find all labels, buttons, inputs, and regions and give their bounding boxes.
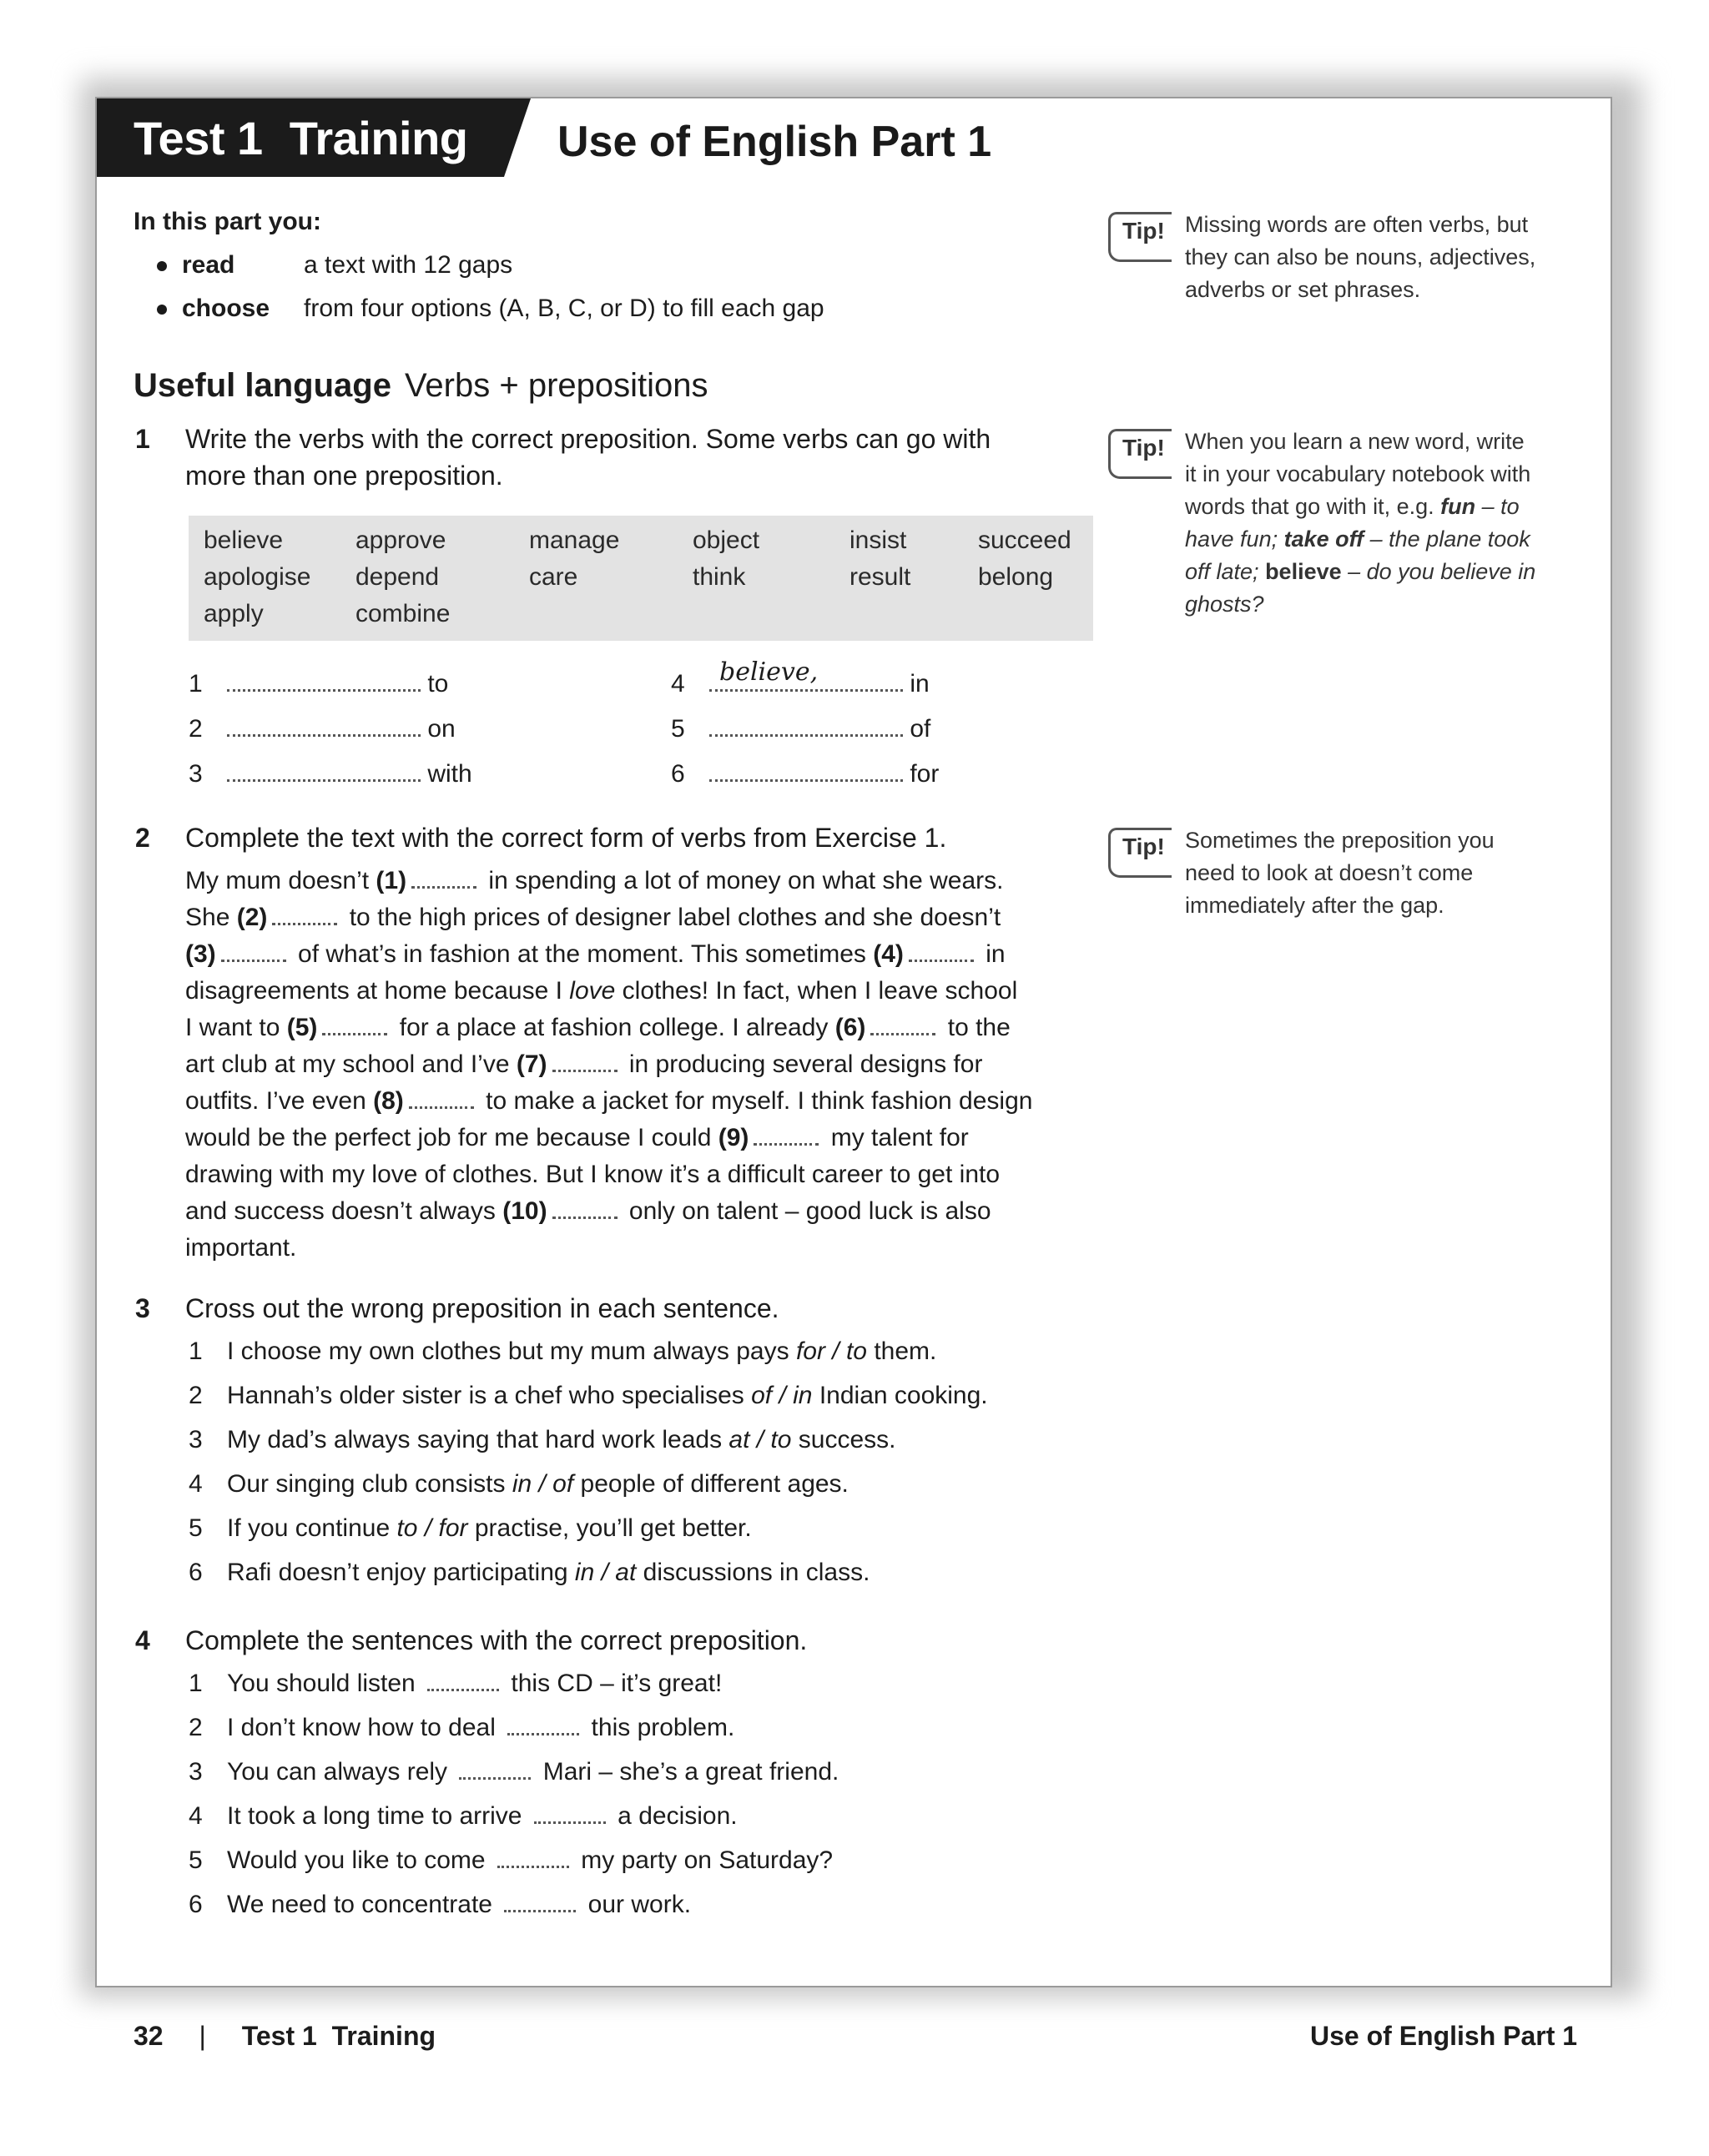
text-run: for a place at fashion college. I already	[392, 1014, 835, 1041]
text-run: Mari – she’s a great friend.	[536, 1758, 839, 1786]
text-run: my talent for	[824, 1124, 969, 1151]
item-number: 4	[671, 670, 685, 698]
word-box-word: care	[529, 563, 578, 591]
exercise-2-number: 2	[135, 823, 150, 853]
preposition-label: with	[427, 760, 472, 788]
answer-blank[interactable]	[709, 756, 903, 782]
text-run: to the high prices of designer label clothes and she doesn’t	[342, 904, 1001, 931]
text-run: – do you believe in	[1341, 559, 1536, 584]
preposition-label: for	[910, 760, 940, 788]
item-number: 2	[189, 1382, 203, 1409]
text-gap[interactable]	[754, 1123, 819, 1146]
preposition-label: on	[427, 715, 456, 743]
text-run: people of different ages.	[573, 1470, 849, 1498]
answer-blank[interactable]	[497, 1846, 569, 1868]
text-run: art club at my school and I’ve	[185, 1050, 517, 1078]
text-run: Indian cooking.	[812, 1382, 988, 1409]
item-number: 2	[189, 715, 203, 743]
word-box	[189, 516, 1093, 641]
tip-keyword: believe	[1265, 559, 1342, 584]
text-gap[interactable]	[909, 939, 974, 962]
item-number: 6	[671, 760, 685, 788]
footer-section-label: Test 1 Training	[241, 2021, 436, 2051]
text-run: off late;	[1185, 559, 1266, 584]
answer-blank[interactable]	[227, 756, 421, 782]
text-run: a decision.	[610, 1802, 738, 1830]
text-run: of what’s in fashion at the moment. This sometimes	[290, 940, 874, 968]
answer-blank[interactable]	[534, 1801, 606, 1824]
tip-line	[1185, 556, 1585, 588]
gap-number: (5)	[286, 1014, 318, 1041]
ex3-sentence	[189, 1379, 988, 1413]
text-gap[interactable]	[552, 1050, 618, 1072]
preposition-options[interactable]: in / of	[512, 1470, 574, 1498]
text-gap[interactable]	[552, 1196, 618, 1219]
ex4-sentence	[189, 1667, 722, 1700]
word-box-word: apologise	[204, 563, 311, 591]
tip-line: Missing words are often verbs, but	[1185, 212, 1529, 237]
tip-line: it in your vocabulary notebook with	[1185, 461, 1531, 486]
text-line	[185, 1046, 1103, 1083]
item-number: 3	[189, 1426, 203, 1453]
gap-number: (3)	[185, 940, 216, 968]
tip-line: need to look at doesn’t come	[1185, 860, 1474, 885]
useful-language-heading	[134, 364, 708, 407]
ex3-sentence	[189, 1423, 896, 1457]
text-run: to the	[940, 1014, 1011, 1041]
tip-keyword: take off	[1283, 526, 1364, 552]
gap-number: (8)	[373, 1087, 404, 1115]
preposition-options[interactable]: at / to	[728, 1426, 792, 1453]
item-number: 1	[189, 1337, 203, 1365]
word-box-word: succeed	[978, 526, 1071, 554]
text-run: have fun;	[1185, 526, 1284, 552]
text-run: My mum doesn’t	[185, 867, 376, 894]
tip-line: Sometimes the preposition you	[1185, 828, 1495, 853]
item-number: 1	[189, 1670, 203, 1697]
answer-blank[interactable]	[427, 1669, 499, 1691]
exercise-3-instruction: Cross out the wrong preposition in each sentence.	[185, 1293, 779, 1323]
text-run: Rafi doesn’t enjoy participating	[227, 1559, 575, 1586]
preposition-label: to	[427, 670, 449, 698]
text-line	[185, 1230, 1103, 1267]
intro-item-choose	[157, 292, 824, 325]
tip-line: they can also be nouns, adjectives,	[1185, 244, 1536, 270]
text-run: Would you like to come	[227, 1846, 492, 1874]
ex4-sentence	[189, 1711, 734, 1745]
exercise-2-instruction: Complete the text with the correct form of verbs from Exercise 1.	[185, 823, 947, 853]
ex1-answer-row	[189, 711, 456, 746]
bullet-icon	[157, 261, 167, 271]
text-run: I don’t know how to deal	[227, 1714, 503, 1741]
text-run: If you continue	[227, 1514, 397, 1542]
handwritten-answer: believe,	[719, 657, 819, 687]
exercise-2-text	[185, 863, 1103, 1267]
text-run: in	[978, 940, 1006, 968]
text-run: success.	[791, 1426, 896, 1453]
tip-line	[1185, 588, 1585, 621]
text-run: in spending a lot of money on what she wears.	[481, 867, 1004, 894]
text-line	[185, 1010, 1103, 1046]
preposition-options[interactable]: to / for	[396, 1514, 468, 1542]
answer-blank[interactable]	[227, 711, 421, 737]
ex1-answer-row	[671, 756, 939, 791]
item-number: 5	[189, 1514, 203, 1542]
text-run: to make a jacket for myself. I think fashion design	[478, 1087, 1033, 1115]
exercise-1-instruction-line: Write the verbs with the correct preposition. Some verbs can go with	[185, 424, 991, 454]
text-run: I want to	[185, 1014, 287, 1041]
text-run: You should listen	[227, 1670, 423, 1697]
text-run: Our singing club consists	[227, 1470, 512, 1498]
item-number: 4	[189, 1802, 203, 1830]
answer-blank[interactable]	[507, 1713, 579, 1735]
exercise-1-number: 1	[135, 424, 150, 454]
text-run: only on talent – good luck is also	[622, 1197, 991, 1225]
word-box-word: manage	[529, 526, 620, 554]
tip-keyword: fun	[1440, 494, 1476, 519]
text-line	[185, 936, 1103, 973]
exercise-3-number: 3	[135, 1293, 150, 1323]
intro-item-read	[157, 249, 512, 282]
text-run: Hannah’s older sister is a chef who specialises	[227, 1382, 752, 1409]
gap-number: (1)	[376, 867, 407, 894]
tip-text	[1185, 824, 1585, 922]
ex3-sentence	[189, 1468, 849, 1501]
tip-badge: Tip!	[1108, 828, 1172, 866]
item-number: 2	[189, 1714, 203, 1741]
word-box-word: insist	[849, 526, 907, 554]
text-gap[interactable]	[221, 939, 286, 962]
gap-number: (6)	[834, 1014, 866, 1041]
text-line	[185, 973, 1103, 1010]
preposition-label: of	[910, 715, 931, 743]
bullet-icon	[157, 305, 167, 315]
answer-blank[interactable]	[227, 666, 421, 692]
tip-line	[1185, 523, 1585, 556]
useful-language-subtitle: Verbs + prepositions	[404, 367, 708, 404]
word-box-word: believe	[204, 526, 284, 554]
item-number: 4	[189, 1470, 203, 1498]
exercise-1-instruction-line: more than one preposition.	[185, 461, 503, 491]
text-run: You can always rely	[227, 1758, 455, 1786]
tip-text	[1185, 209, 1585, 306]
answer-blank[interactable]	[459, 1757, 531, 1780]
ex4-sentence	[189, 1756, 839, 1789]
useful-language-title: Useful language	[134, 367, 391, 404]
text-line	[185, 1120, 1103, 1156]
item-number: 6	[189, 1559, 203, 1586]
text-run: disagreements at home because I	[185, 977, 570, 1005]
word-box-word: think	[693, 563, 746, 591]
text-run: outfits. I’ve even	[185, 1087, 374, 1115]
text-run: in producing several designs for	[622, 1050, 983, 1078]
preposition-options[interactable]: in / at	[574, 1559, 637, 1586]
text-line	[185, 899, 1103, 936]
ex3-sentence	[189, 1512, 752, 1545]
text-run: our work.	[581, 1891, 692, 1918]
tip-line	[1185, 491, 1585, 523]
intro-heading: In this part you:	[134, 208, 321, 235]
word-box-word: belong	[978, 563, 1054, 591]
preposition-options[interactable]: of / in	[751, 1382, 813, 1409]
intro-item-verb: read	[182, 251, 235, 279]
word-box-word: approve	[355, 526, 446, 554]
tip-line: immediately after the gap.	[1185, 893, 1444, 918]
text-run: She	[185, 904, 237, 931]
word-box-word: object	[693, 526, 760, 554]
exercise-4-instruction: Complete the sentences with the correct preposition.	[185, 1625, 808, 1655]
gap-number: (10)	[502, 1197, 547, 1225]
text-run: I choose my own clothes but my mum always pays	[227, 1337, 796, 1365]
text-run: ghosts?	[1185, 592, 1264, 617]
answer-blank[interactable]	[709, 711, 903, 737]
intro-item-verb: choose	[182, 295, 270, 322]
word-box-word: combine	[355, 600, 451, 627]
preposition-label: in	[910, 670, 930, 698]
header-test-word: Test 1	[134, 112, 263, 164]
ex4-sentence	[189, 1800, 738, 1833]
item-number: 3	[189, 1758, 203, 1786]
header-band	[97, 98, 1612, 177]
ex3-sentence	[189, 1335, 936, 1368]
text-run: would be the perfect job for me because I could	[185, 1124, 718, 1151]
text-line	[185, 1083, 1103, 1120]
text-run: this CD – it’s great!	[504, 1670, 723, 1697]
text-gap[interactable]	[411, 866, 476, 889]
text-gap[interactable]	[272, 903, 337, 925]
tip-text	[1185, 426, 1585, 621]
page-number: 32	[134, 2021, 164, 2051]
item-number: 5	[671, 715, 685, 743]
intro-item-text: from four options (A, B, C, or D) to fill each gap	[304, 295, 824, 322]
text-emphasis: love	[569, 977, 616, 1005]
item-number: 5	[189, 1846, 203, 1874]
text-run: drawing with my love of clothes. But I know it’s a difficult career to get into	[185, 1161, 1001, 1188]
text-run: My dad’s always saying that hard work leads	[227, 1426, 729, 1453]
answer-blank[interactable]	[504, 1890, 576, 1912]
ex3-sentence	[189, 1556, 870, 1589]
tip-badge: Tip!	[1108, 212, 1172, 250]
word-box-word: depend	[355, 563, 440, 591]
header-part-title: Use of English Part 1	[557, 118, 992, 166]
text-run: discussions in class.	[636, 1559, 870, 1586]
tip-line: When you learn a new word, write	[1185, 429, 1525, 454]
item-number: 3	[189, 760, 203, 788]
text-run: and success doesn’t always	[185, 1197, 503, 1225]
footer-right-label: Use of English Part 1	[1310, 2021, 1578, 2051]
exercise-4-number: 4	[135, 1625, 150, 1655]
text-run: It took a long time to arrive	[227, 1802, 529, 1830]
text-run: my party on Saturday?	[573, 1846, 834, 1874]
text-line	[185, 863, 1103, 899]
text-gap[interactable]	[322, 1013, 387, 1035]
footer-separator: |	[199, 2021, 206, 2051]
text-run: – to	[1475, 494, 1520, 519]
text-run: this problem.	[584, 1714, 735, 1741]
tip-line: adverbs or set phrases.	[1185, 277, 1421, 302]
intro-item-text: a text with 12 gaps	[304, 251, 513, 279]
tip-badge: Tip!	[1108, 429, 1172, 467]
text-gap[interactable]	[870, 1013, 935, 1035]
gap-number: (7)	[516, 1050, 547, 1078]
preposition-options[interactable]: for / to	[795, 1337, 867, 1365]
word-box-word: result	[849, 563, 911, 591]
word-box-word: apply	[204, 600, 264, 627]
text-run: words that go with it, e.g.	[1185, 494, 1441, 519]
text-run: We need to concentrate	[227, 1891, 500, 1918]
text-run: – the plane took	[1364, 526, 1530, 552]
gap-number: (2)	[236, 904, 268, 931]
text-run: them.	[866, 1337, 937, 1365]
gap-number: (9)	[718, 1124, 749, 1151]
ex1-answer-row	[189, 756, 472, 791]
ex4-sentence	[189, 1844, 833, 1877]
text-run: clothes! In fact, when I leave school	[615, 977, 1018, 1005]
text-run: practise, you’ll get better.	[467, 1514, 752, 1542]
worksheet-page	[95, 97, 1612, 1987]
text-run: important.	[185, 1234, 297, 1262]
text-gap[interactable]	[409, 1086, 474, 1109]
ex1-answer-row	[671, 711, 930, 746]
footer-left	[134, 2017, 436, 2054]
gap-number: (4)	[873, 940, 904, 968]
text-line	[185, 1156, 1103, 1193]
text-line	[185, 1193, 1103, 1230]
header-test-label	[134, 105, 468, 172]
ex4-sentence	[189, 1888, 691, 1922]
item-number: 1	[189, 670, 203, 698]
item-number: 6	[189, 1891, 203, 1918]
ex1-answer-row	[189, 666, 448, 701]
header-training-word: Training	[289, 112, 468, 164]
